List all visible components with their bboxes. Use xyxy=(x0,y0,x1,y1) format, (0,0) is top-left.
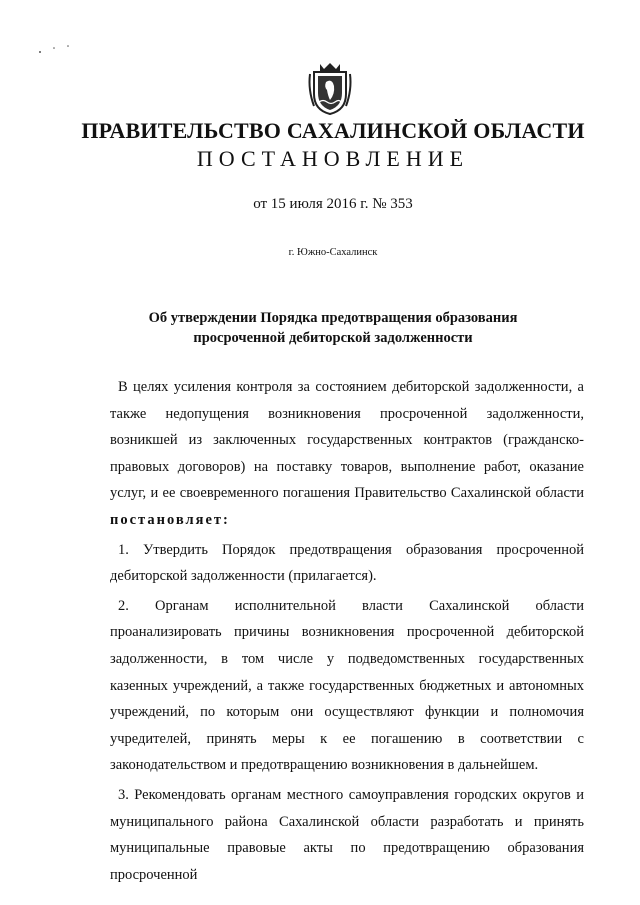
document-subject xyxy=(26,308,640,348)
item-1: 1. Утвердить Порядок предотвращения образования просроченной дебиторской задолженности (прилагается). xyxy=(110,541,584,585)
subject-line-1: Об утверждении Порядка предотвращения образования xyxy=(148,310,518,326)
decree-word: постановляет: xyxy=(110,511,230,528)
preamble-text: В целях усиления контроля за состоянием дебиторской задолженности, а также недопущения возникновения просроченной задолженности, возникшей из заключенных государственных контрактов (гражданско-правовых договоров) на поставку товаров, выполнение работ, оказание услуг, и ее своевременного погашения Правительство Сахалинской области xyxy=(110,379,584,502)
scan-specks xyxy=(38,44,78,56)
preamble-paragraph xyxy=(110,374,584,534)
coat-of-arms-icon xyxy=(306,60,354,116)
item-3: 3. Рекомендовать органам местного самоуправления городских округов и муниципального района Сахалинской области разработать и принять муниципальные правовые акты по предотвращению образования просроченной xyxy=(110,786,584,883)
document-type: ПОСТАНОВЛЕНИЕ xyxy=(196,146,470,171)
date-and-number: от 15 июля 2016 г. № 353 xyxy=(253,196,413,212)
document-body xyxy=(110,374,584,888)
subject-line-2: просроченной дебиторской задолженности xyxy=(193,330,473,346)
government-title: ПРАВИТЕЛЬСТВО САХАЛИНСКОЙ ОБЛАСТИ xyxy=(81,118,585,143)
item-2: 2. Органам исполнительной власти Сахалинской области проанализировать причины возникновения просроченной дебиторской задолженности, в том числе у подведомственных государственных казенных учреждений, а также государственных бюджетных и автономных учреждений, по которым они осуществляют функции и полномочия учредителей, принять меры к ее погашению в соответствии с законодательством и предотвращению возникновения в дальнейшем. xyxy=(110,597,584,774)
city-name: г. Южно-Сахалинск xyxy=(288,247,378,258)
